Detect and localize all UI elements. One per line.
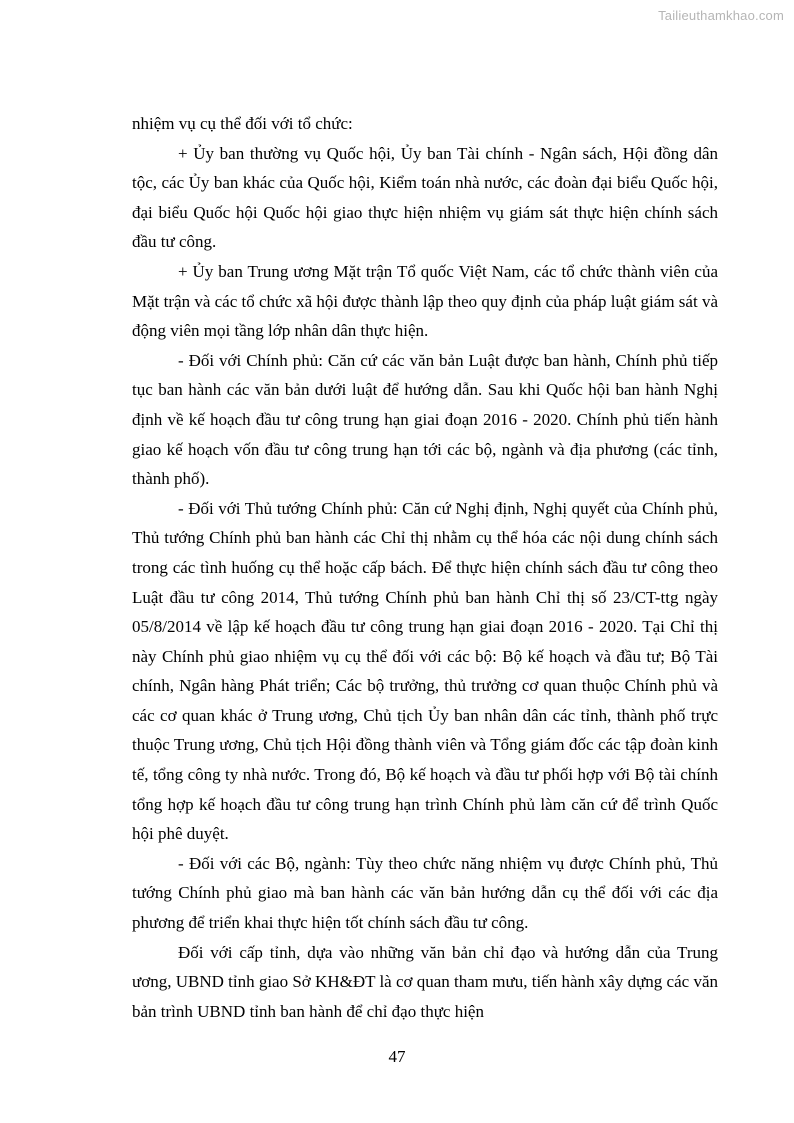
paragraph-national-assembly-bodies: + Ủy ban thường vụ Quốc hội, Ủy ban Tài chính - Ngân sách, Hội đồng dân tộc, các Ủy ban khác của Quốc hội, Kiểm toán nhà nước, các đoàn đại biểu Quốc hội, đại biểu Quốc hội Quốc hội giao thực hiện nhiệm vụ giám sát thực hiện chính sách đầu tư công. — [132, 143, 718, 252]
paragraph-ministries: - Đối với các Bộ, ngành: Tùy theo chức năng nhiệm vụ được Chính phủ, Thủ tướng Chính phủ giao mà ban hành các văn bản hướng dẫn cụ thể đối với các địa phương để triển khai thực hiện tốt chính sách đầu tư công. — [132, 853, 718, 933]
paragraph-fatherland-front: + Ủy ban Trung ương Mặt trận Tổ quốc Việt Nam, các tổ chức thành viên của Mặt trận và các tổ chức xã hội được thành lập theo quy định của pháp luật giám sát và động viên mọi tầng lớp nhân dân thực hiện. — [132, 261, 718, 341]
paragraph-prime-minister: - Đối với Thủ tướng Chính phủ: Căn cứ Nghị định, Nghị quyết của Chính phủ, Thủ tướng Chính phủ ban hành các Chỉ thị nhằm cụ thể hóa các nội dung chính sách trong các tình huống cụ thể hoặc cấp bách. Để thực hiện chính sách đầu tư công theo Luật đầu tư công 2014, Thủ tướng Chính phủ ban hành Chỉ thị số 23/CT-ttg ngày 05/8/2014 về lập kế hoạch đầu tư công trung hạn giai đoạn 2016 - 2020. Tại Chỉ thị này Chính phủ giao nhiệm vụ cụ thể đối với các bộ: Bộ kế hoạch và đầu tư; Bộ Tài chính, Ngân hàng Phát triển; Các bộ trưởng, thủ trưởng cơ quan thuộc Chính phủ và các cơ quan khác ở Trung ương, Chủ tịch Ủy ban nhân dân các tỉnh, thành phố trực thuộc Trung ương, Chủ tịch Hội đồng thành viên và Tổng giám đốc các tập đoàn kinh tế, tổng công ty nhà nước. Trong đó, Bộ kế hoạch và đầu tư phối hợp với Bộ tài chính tổng hợp kế hoạch đầu tư công trung hạn trình Chính phủ làm căn cứ để trình Quốc hội phê duyệt. — [132, 498, 718, 844]
document-body — [132, 109, 718, 1026]
paragraph-provincial-level: Đối với cấp tỉnh, dựa vào những văn bản chỉ đạo và hướng dẫn của Trung ương, UBND tỉnh giao Sở KH&ĐT là cơ quan tham mưu, tiến hành xây dựng các văn bản trình UBND tỉnh ban hành để chỉ đạo thực hiện — [132, 942, 718, 1021]
watermark-text: Tailieuthamkhao.com — [658, 8, 784, 23]
paragraph-government: - Đối với Chính phủ: Căn cứ các văn bản Luật được ban hành, Chính phủ tiếp tục ban hành các văn bản dưới luật để hướng dẫn. Sau khi Quốc hội ban hành Nghị định về kế hoạch đầu tư công trung hạn giai đoạn 2016 - 2020. Chính phủ tiến hành giao kế hoạch vốn đầu tư công trung hạn tới các bộ, ngành và địa phương (các tỉnh, thành phố). — [132, 350, 718, 489]
paragraph-continuation: nhiệm vụ cụ thể đối với tổ chức: — [132, 114, 353, 133]
page-number: 47 — [388, 1047, 406, 1066]
